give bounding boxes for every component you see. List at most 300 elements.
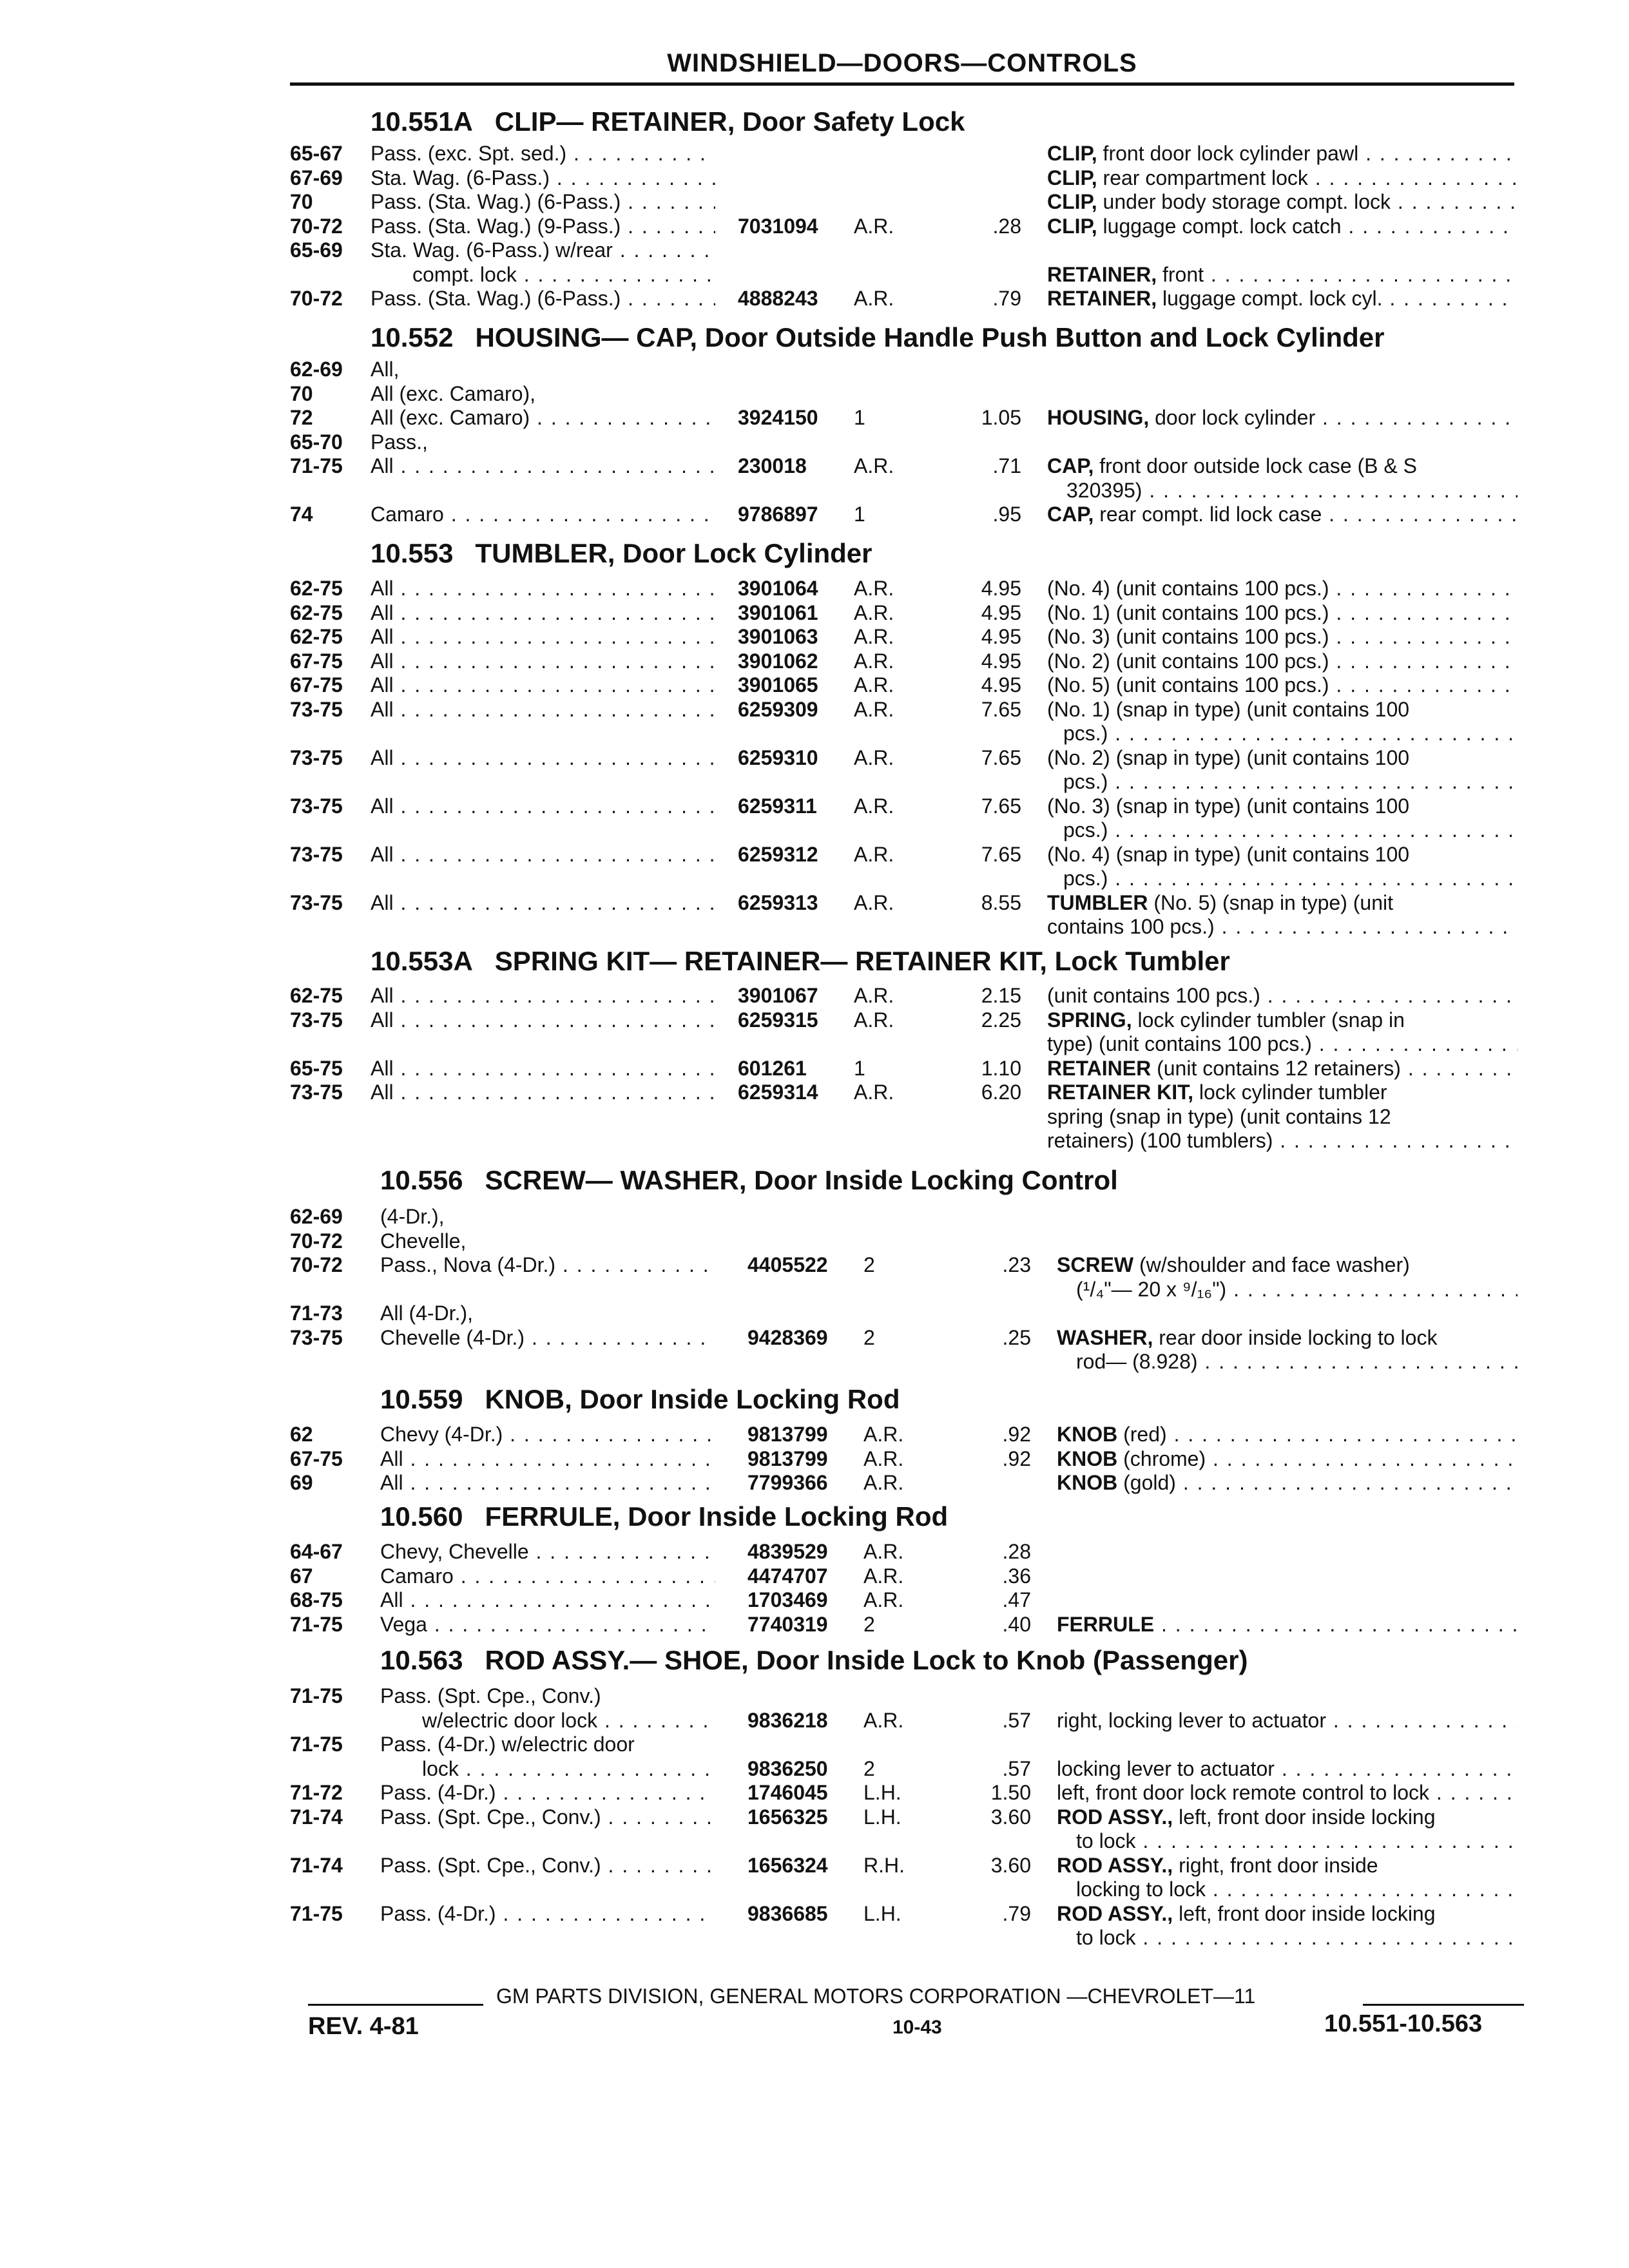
description-text: rear door inside locking to lock	[1153, 1325, 1438, 1349]
section-heading	[380, 1501, 948, 1532]
quantity: A.R.	[854, 794, 894, 818]
application: All . . .	[371, 698, 715, 722]
application: All . . .	[371, 649, 715, 673]
description	[1047, 625, 1518, 649]
parts-row	[0, 818, 1629, 843]
parts-row	[0, 1205, 1629, 1229]
part-name: RETAINER KIT,	[1047, 1081, 1193, 1104]
parts-row	[0, 915, 1629, 939]
application: Chevelle (4-Dr.) . . .	[380, 1326, 715, 1350]
model-years: 73-75	[290, 890, 343, 914]
parts-row	[0, 1278, 1629, 1302]
model-years: 73-75	[290, 1081, 343, 1104]
application: All . . .	[371, 1008, 715, 1032]
part-number: 7031094	[738, 214, 818, 238]
quantity: A.R.	[854, 984, 894, 1007]
description	[1047, 601, 1518, 625]
description-text: door lock cylinder	[1149, 406, 1316, 429]
description	[1057, 1902, 1436, 1926]
model-years: 71-72	[290, 1781, 343, 1804]
application: Pass., Nova (4-Dr.) . . .	[380, 1253, 715, 1277]
parts-row	[0, 1032, 1629, 1057]
application: All . . .	[371, 746, 715, 770]
quantity: 2	[863, 1756, 875, 1780]
quantity: 2	[863, 1612, 875, 1636]
model-years: 62-69	[290, 1205, 343, 1228]
description	[1063, 818, 1518, 842]
description	[1047, 287, 1518, 311]
parts-row	[0, 358, 1629, 382]
description-text: locking lever to actuator	[1057, 1756, 1275, 1780]
part-name: SCREW	[1057, 1253, 1134, 1276]
model-years: 71-75	[290, 1733, 343, 1756]
description-text: contains 100 pcs.)	[1047, 915, 1215, 938]
description	[1063, 722, 1518, 745]
section-title: HOUSING— CAP, Door Outside Handle Push Button and Lock Cylinder	[475, 322, 1385, 352]
parts-row	[0, 1805, 1629, 1830]
part-number: 1656325	[747, 1805, 828, 1829]
part-name: CLIP,	[1047, 166, 1097, 189]
page-title: WINDSHIELD—DOORS—CONTROLS	[667, 49, 1137, 77]
section-number: 10.551A	[371, 106, 473, 137]
application: All . . .	[371, 1081, 715, 1104]
model-years: 71-75	[290, 1901, 343, 1925]
part-number: 9836685	[747, 1901, 828, 1925]
section-title: CLIP— RETAINER, Door Safety Lock	[494, 106, 965, 137]
description-text: (No. 1) (snap in type) (unit contains 100	[1047, 697, 1410, 721]
quantity: A.R.	[854, 454, 894, 477]
quantity: A.R.	[863, 1708, 904, 1732]
parts-row	[0, 1854, 1629, 1878]
parts-row	[0, 406, 1629, 430]
application: All . . .	[371, 673, 715, 697]
description-text: (No. 4) (unit contains 100 pcs.)	[1047, 577, 1329, 600]
description	[1047, 1008, 1405, 1032]
description	[1076, 1278, 1518, 1302]
parts-row	[0, 1926, 1629, 1950]
description	[1047, 1129, 1518, 1153]
parts-row	[0, 673, 1629, 698]
model-years: 64-67	[290, 1540, 343, 1563]
model-years: 67-75	[290, 1446, 343, 1470]
part-name: RETAINER	[1047, 1056, 1152, 1080]
application: Pass. (4-Dr.) w/electric door	[380, 1733, 635, 1756]
application: Pass. (Spt. Cpe., Conv.) . . .	[380, 1854, 715, 1878]
description	[1047, 577, 1518, 601]
section-number: 10.553	[371, 538, 454, 568]
description	[1047, 454, 1417, 478]
section-title: SCREW— WASHER, Door Inside Locking Control	[485, 1165, 1118, 1195]
price: .57	[1002, 1708, 1031, 1732]
description	[1057, 1613, 1518, 1637]
description	[1047, 215, 1518, 238]
part-number: 230018	[738, 454, 807, 477]
model-years: 68-75	[290, 1588, 343, 1611]
model-years: 67	[290, 1564, 313, 1588]
section-number: 10.560	[380, 1501, 463, 1532]
price: 4.95	[981, 673, 1021, 697]
quantity: 2	[863, 1325, 875, 1349]
parts-row	[0, 215, 1629, 239]
parts-row	[0, 1471, 1629, 1495]
description-text: (No. 5) (snap in type) (unit	[1148, 890, 1394, 914]
description-text: (red)	[1117, 1423, 1167, 1446]
model-years: 71-75	[290, 1684, 343, 1707]
price: .79	[992, 287, 1021, 310]
price: 1.10	[981, 1056, 1021, 1080]
parts-row	[0, 1757, 1629, 1782]
description-text: right, front door inside	[1173, 1853, 1378, 1877]
description-text: (gold)	[1117, 1471, 1176, 1494]
quantity: A.R.	[854, 1008, 894, 1032]
description	[1047, 190, 1518, 214]
description-text: front	[1157, 262, 1204, 286]
application: All . . .	[371, 891, 715, 915]
model-years: 73-75	[290, 1325, 343, 1349]
section-number: 10.563	[380, 1645, 463, 1675]
parts-row	[0, 1902, 1629, 1927]
model-years: 65-67	[290, 142, 343, 165]
quantity: A.R.	[854, 214, 894, 238]
price: 4.95	[981, 625, 1021, 648]
application: Chevy, Chevelle . . .	[380, 1540, 715, 1564]
description-text: pcs.)	[1063, 867, 1108, 890]
model-years: 71-75	[290, 1612, 343, 1636]
parts-row	[0, 1253, 1629, 1278]
section-heading	[380, 1165, 1118, 1196]
application: Pass.,	[371, 430, 428, 454]
quantity: L.H.	[863, 1781, 901, 1804]
description	[1047, 142, 1518, 166]
parts-row	[0, 601, 1629, 626]
quantity: 1	[854, 406, 865, 429]
part-name: CAP,	[1047, 503, 1094, 526]
application: All . . .	[371, 984, 715, 1008]
description	[1057, 1471, 1518, 1495]
part-number: 1656324	[747, 1853, 828, 1877]
price: 3.60	[990, 1805, 1031, 1829]
model-years: 71-75	[290, 454, 343, 477]
description	[1047, 915, 1518, 939]
part-number: 6259312	[738, 842, 818, 866]
application: Vega . . .	[380, 1613, 715, 1637]
description	[1057, 1709, 1518, 1733]
price: .28	[1002, 1540, 1031, 1563]
part-name: ROD ASSY.,	[1057, 1805, 1173, 1829]
part-number: 3901061	[738, 601, 818, 624]
description	[1057, 1805, 1436, 1829]
description	[1047, 1105, 1391, 1129]
parts-row	[0, 1008, 1629, 1033]
model-years: 62-75	[290, 601, 343, 624]
part-number: 1703469	[747, 1588, 828, 1611]
part-number: 7740319	[747, 1612, 828, 1636]
part-name: CLIP,	[1047, 142, 1097, 165]
footer-publisher: GM PARTS DIVISION, GENERAL MOTORS CORPORATION —CHEVROLET—11	[496, 1984, 1256, 2008]
parts-row	[0, 843, 1629, 867]
section-number: 10.559	[380, 1384, 463, 1414]
description	[1047, 1057, 1518, 1081]
model-years: 73-75	[290, 697, 343, 721]
part-name: RETAINER,	[1047, 262, 1157, 286]
description-text: retainers) (100 tumblers)	[1047, 1129, 1273, 1152]
quantity: A.R.	[854, 577, 894, 600]
description	[1057, 1854, 1378, 1878]
part-name: CAP,	[1047, 454, 1094, 477]
model-years: 70-72	[290, 214, 343, 238]
description-text: lock cylinder tumbler	[1193, 1081, 1387, 1104]
application: All . . .	[371, 794, 715, 818]
parts-row	[0, 794, 1629, 819]
price: 8.55	[981, 890, 1021, 914]
price: 4.95	[981, 601, 1021, 624]
description	[1047, 503, 1518, 526]
part-number: 9786897	[738, 503, 818, 526]
model-years: 67-75	[290, 649, 343, 673]
parts-row	[0, 722, 1629, 746]
application: Pass. (Sta. Wag.) (9-Pass.) . . .	[371, 215, 715, 238]
parts-row	[0, 1588, 1629, 1613]
model-years: 65-75	[290, 1056, 343, 1080]
price: .40	[1002, 1612, 1031, 1636]
part-name: FERRULE	[1057, 1612, 1155, 1636]
section-number: 10.556	[380, 1165, 463, 1195]
description	[1047, 891, 1393, 915]
quantity: A.R.	[863, 1423, 904, 1446]
parts-row	[0, 891, 1629, 916]
parts-row	[0, 190, 1629, 215]
description	[1063, 867, 1518, 890]
price: 7.65	[981, 697, 1021, 721]
parts-row	[0, 1302, 1629, 1326]
description	[1057, 1326, 1437, 1350]
description	[1047, 166, 1518, 190]
parts-row	[0, 142, 1629, 166]
quantity: A.R.	[854, 673, 894, 697]
parts-row	[0, 984, 1629, 1008]
price: 2.15	[981, 984, 1021, 1007]
part-number: 4474707	[747, 1564, 828, 1588]
model-years: 62-69	[290, 358, 343, 381]
description-text: rear compartment lock	[1097, 166, 1308, 189]
application: Pass. (4-Dr.) . . .	[380, 1781, 715, 1805]
part-number: 4405522	[747, 1253, 828, 1276]
application: Sta. Wag. (6-Pass.) . . .	[371, 166, 715, 190]
model-years: 65-69	[290, 238, 343, 262]
section-heading	[371, 946, 1230, 977]
description-text: to lock	[1076, 1926, 1136, 1949]
description-text: rear compt. lid lock case	[1094, 503, 1322, 526]
description	[1057, 1253, 1410, 1277]
part-number: 9836250	[747, 1756, 828, 1780]
price: 7.65	[981, 842, 1021, 866]
model-years: 71-74	[290, 1805, 343, 1829]
application: Pass. (Spt. Cpe., Conv.) . . .	[380, 1805, 715, 1829]
description	[1047, 794, 1409, 818]
parts-row	[0, 698, 1629, 722]
section-title: TUMBLER, Door Lock Cylinder	[475, 538, 872, 568]
price: .79	[1002, 1901, 1031, 1925]
parts-row	[0, 1540, 1629, 1564]
price: .23	[1002, 1253, 1031, 1276]
model-years: 73-75	[290, 794, 343, 818]
parts-row	[0, 166, 1629, 191]
description	[1066, 479, 1518, 503]
application: All . . .	[371, 601, 715, 625]
price: 7.65	[981, 745, 1021, 769]
description-text: front door outside lock case (B & S	[1094, 454, 1417, 477]
quantity: L.H.	[863, 1901, 901, 1925]
part-number: 4888243	[738, 287, 818, 310]
model-years: 62-75	[290, 984, 343, 1007]
footer-revision: REV. 4-81	[308, 2013, 419, 2040]
part-name: KNOB	[1057, 1471, 1118, 1494]
part-name: HOUSING,	[1047, 406, 1150, 429]
quantity: A.R.	[854, 649, 894, 673]
quantity: A.R.	[863, 1471, 904, 1494]
part-number: 9813799	[747, 1446, 828, 1470]
parts-row	[0, 1733, 1629, 1757]
quantity: A.R.	[854, 625, 894, 648]
description	[1057, 1757, 1518, 1781]
price: .36	[1002, 1564, 1031, 1588]
description-text: luggage compt. lock catch	[1097, 214, 1342, 238]
title-rule	[290, 82, 1514, 86]
parts-row	[0, 1564, 1629, 1589]
parts-row	[0, 867, 1629, 891]
section-heading	[371, 538, 872, 569]
description-text: type) (unit contains 100 pcs.)	[1047, 1032, 1312, 1055]
price: .71	[992, 454, 1021, 477]
application: All . . .	[371, 1057, 715, 1081]
model-years: 65-70	[290, 430, 343, 454]
part-number: 3901064	[738, 577, 818, 600]
section-title: FERRULE, Door Inside Locking Rod	[485, 1501, 949, 1532]
quantity: A.R.	[854, 890, 894, 914]
parts-row	[0, 1057, 1629, 1081]
quantity: A.R.	[863, 1564, 904, 1588]
footer-page-number: 10-43	[892, 2017, 942, 2038]
application: Pass. (Sta. Wag.) (6-Pass.) . . .	[371, 190, 715, 214]
parts-row	[0, 625, 1629, 649]
model-years: 73-75	[290, 842, 343, 866]
description-text: (chrome)	[1117, 1446, 1206, 1470]
model-years: 73-75	[290, 1008, 343, 1032]
description-text: 320395)	[1066, 478, 1142, 502]
part-number: 3901065	[738, 673, 818, 697]
description	[1047, 263, 1518, 287]
application: All (exc. Camaro),	[371, 381, 536, 405]
price: 4.95	[981, 649, 1021, 673]
description-text: (No. 3) (snap in type) (unit contains 100	[1047, 794, 1410, 818]
parts-row	[0, 1129, 1629, 1153]
price: 1.05	[981, 406, 1021, 429]
parts-row	[0, 1447, 1629, 1472]
description-text: spring (snap in type) (unit contains 12	[1047, 1104, 1391, 1128]
part-number: 6259315	[738, 1008, 818, 1032]
part-name: KNOB	[1057, 1423, 1118, 1446]
description	[1047, 673, 1518, 697]
description-text: (unit contains 100 pcs.)	[1047, 984, 1260, 1007]
part-number: 6259310	[738, 745, 818, 769]
description-text: (¹/₄"— 20 x ⁹/₁₆")	[1076, 1277, 1227, 1301]
application: All (4-Dr.),	[380, 1302, 473, 1325]
application: lock . . .	[422, 1757, 715, 1781]
description-text: (No. 1) (unit contains 100 pcs.)	[1047, 601, 1329, 624]
description	[1076, 1829, 1518, 1853]
application: All,	[371, 358, 400, 381]
application: All (exc. Camaro) . . .	[371, 406, 715, 430]
description	[1047, 984, 1518, 1008]
application: Pass. (4-Dr.) . . .	[380, 1902, 715, 1926]
parts-row	[0, 1781, 1629, 1805]
footer-rule-right	[1363, 2004, 1524, 2006]
parts-row	[0, 1105, 1629, 1129]
description-text: pcs.)	[1063, 722, 1108, 745]
description	[1063, 770, 1518, 794]
description	[1047, 1081, 1387, 1104]
part-name: WASHER,	[1057, 1325, 1153, 1349]
parts-row	[0, 503, 1629, 527]
section-title: KNOB, Door Inside Locking Rod	[485, 1384, 900, 1414]
parts-row	[0, 263, 1629, 287]
model-years: 73-75	[290, 745, 343, 769]
application: All . . .	[371, 454, 715, 478]
parts-row	[0, 1613, 1629, 1637]
description	[1047, 649, 1518, 673]
parts-row	[0, 1229, 1629, 1254]
price: .28	[992, 214, 1021, 238]
price: .47	[1002, 1588, 1031, 1611]
application: All . . .	[371, 843, 715, 867]
parts-row	[0, 1350, 1629, 1374]
application: Sta. Wag. (6-Pass.) w/rear . . .	[371, 238, 715, 262]
description-text: (No. 4) (snap in type) (unit contains 100	[1047, 842, 1410, 866]
section-number: 10.552	[371, 322, 454, 352]
quantity: A.R.	[854, 697, 894, 721]
parts-row	[0, 287, 1629, 311]
part-number: 9428369	[747, 1325, 828, 1349]
section-heading	[380, 1384, 900, 1415]
price: 6.20	[981, 1081, 1021, 1104]
part-number: 6259309	[738, 697, 818, 721]
description-text: pcs.)	[1063, 818, 1108, 841]
part-number: 3901062	[738, 649, 818, 673]
model-years: 70	[290, 381, 313, 405]
model-years: 72	[290, 406, 313, 429]
application: Camaro . . .	[371, 503, 715, 526]
description	[1076, 1350, 1518, 1374]
part-number: 9836218	[747, 1708, 828, 1732]
description-text: locking to lock	[1076, 1878, 1206, 1901]
quantity: 1	[854, 503, 865, 526]
part-name: SPRING,	[1047, 1008, 1132, 1032]
part-name: ROD ASSY.,	[1057, 1853, 1173, 1877]
part-name: KNOB	[1057, 1446, 1118, 1470]
quantity: 1	[854, 1056, 865, 1080]
application: Pass. (Spt. Cpe., Conv.)	[380, 1684, 601, 1707]
price: 4.95	[981, 577, 1021, 600]
description-text: (w/shoulder and face washer)	[1133, 1253, 1410, 1276]
description	[1076, 1926, 1518, 1950]
part-number: 6259313	[738, 890, 818, 914]
parts-row	[0, 1326, 1629, 1350]
part-number: 1746045	[747, 1781, 828, 1804]
part-number: 7799366	[747, 1471, 828, 1494]
parts-row	[0, 746, 1629, 771]
description	[1047, 406, 1518, 430]
part-name: ROD ASSY.,	[1057, 1901, 1173, 1925]
